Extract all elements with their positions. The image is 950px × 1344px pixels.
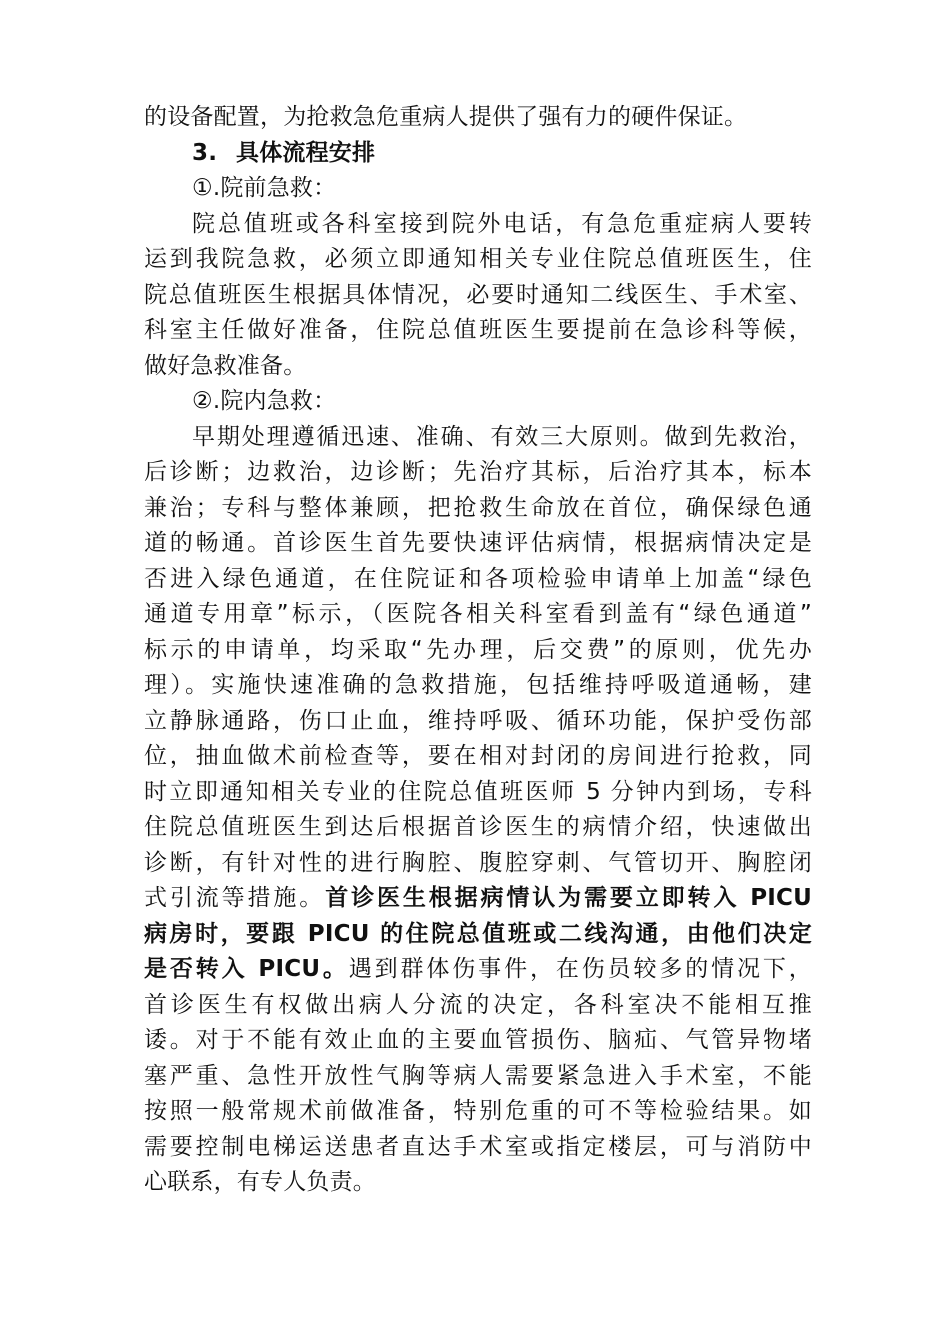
body-line: 道的畅通。首诊医生首先要快速评估病情，根据病情决定是 xyxy=(144,530,812,556)
bold-line: 病房时，要跟 PICU 的住院总值班或二线沟通，由他们决定 xyxy=(144,920,812,947)
body-line: 理）。实施快速准确的急救措施，包括维持呼吸道通畅，建 xyxy=(144,672,812,698)
body-line: 后诊断；边救治，边诊断；先治疗其标，后治疗其本，标本 xyxy=(144,459,812,485)
body-line: 按照一般常规术前做准备，特别危重的可不等检验结果。如 xyxy=(144,1098,812,1124)
subsection-label: ②.院内急救： xyxy=(192,388,337,414)
body-line: 塞严重、急性开放性气胸等病人需要紧急进入手术室，不能 xyxy=(144,1062,812,1089)
body-line: 立静脉通路，伤口止血，维持呼吸、循环功能，保护受伤部 xyxy=(144,707,812,734)
section-heading xyxy=(144,136,812,172)
body-line: 运到我院急救，必须立即通知相关专业住院总值班医生，住 xyxy=(144,246,812,272)
section-number: 3. xyxy=(192,139,218,166)
body-line: 院总值班或各科室接到院外电话，有急危重症病人要转 xyxy=(192,210,812,237)
body-line: 需要控制电梯运送患者直达手术室或指定楼层，可与消防中 xyxy=(144,1133,812,1160)
section-title: 具体流程安排 xyxy=(236,139,376,166)
body-line: 标示的申请单，均采取“先办理，后交费”的原则，优先办 xyxy=(144,636,812,663)
body-line: 诿。对于不能有效止血的主要血管损伤、脑疝、气管异物堵 xyxy=(144,1027,812,1053)
body-line: 首诊医生有权做出病人分流的决定，各科室决不能相互推 xyxy=(144,991,812,1018)
bold-text: 是否转入 PICU。 xyxy=(144,956,349,982)
body-line: 否进入绿色通道，在住院证和各项检验申请单上加盖“绿色 xyxy=(144,565,812,592)
document-page xyxy=(144,100,812,1201)
body-line: 科室主任做好准备，住院总值班医生要提前在急诊科等候， xyxy=(144,317,812,343)
body-line: 院总值班医生根据具体情况，必要时通知二线医生、手术室、 xyxy=(144,281,812,308)
body-line: 住院总值班医生到达后根据首诊医生的病情介绍，快速做出 xyxy=(144,814,812,840)
plain-text: 遇到群体伤事件，在伤员较多的情况下， xyxy=(348,956,812,982)
body-line: 心联系，有专人负责。 xyxy=(144,1169,376,1195)
body-line: 早期处理遵循迅速、准确、有效三大原则。做到先救治， xyxy=(192,423,812,450)
body-line: 诊断，有针对性的进行胸腔、腹腔穿刺、气管切开、胸腔闭 xyxy=(144,849,812,876)
body-line: 的设备配置，为抢救急危重病人提供了强有力的硬件保证。 xyxy=(144,104,748,130)
body-line: 位，抽血做术前检查等，要在相对封闭的房间进行抢救，同 xyxy=(144,743,812,769)
body-line: 做好急救准备。 xyxy=(144,352,307,379)
subsection-label: ①.院前急救： xyxy=(192,175,337,201)
body-line xyxy=(144,881,812,917)
body-line: 时立即通知相关专业的住院总值班医师 5 分钟内到场，专科 xyxy=(144,778,812,805)
body-line: 通道专用章”标示，（医院各相关科室看到盖有“绿色通道” xyxy=(144,601,812,627)
bold-text: 首诊医生根据病情认为需要立即转入 PICU xyxy=(325,885,812,911)
body-line: 兼治；专科与整体兼顾，把抢救生命放在首位，确保绿色通 xyxy=(144,494,812,521)
body-line xyxy=(144,952,812,988)
plain-text: 式引流等措施。 xyxy=(144,885,326,911)
